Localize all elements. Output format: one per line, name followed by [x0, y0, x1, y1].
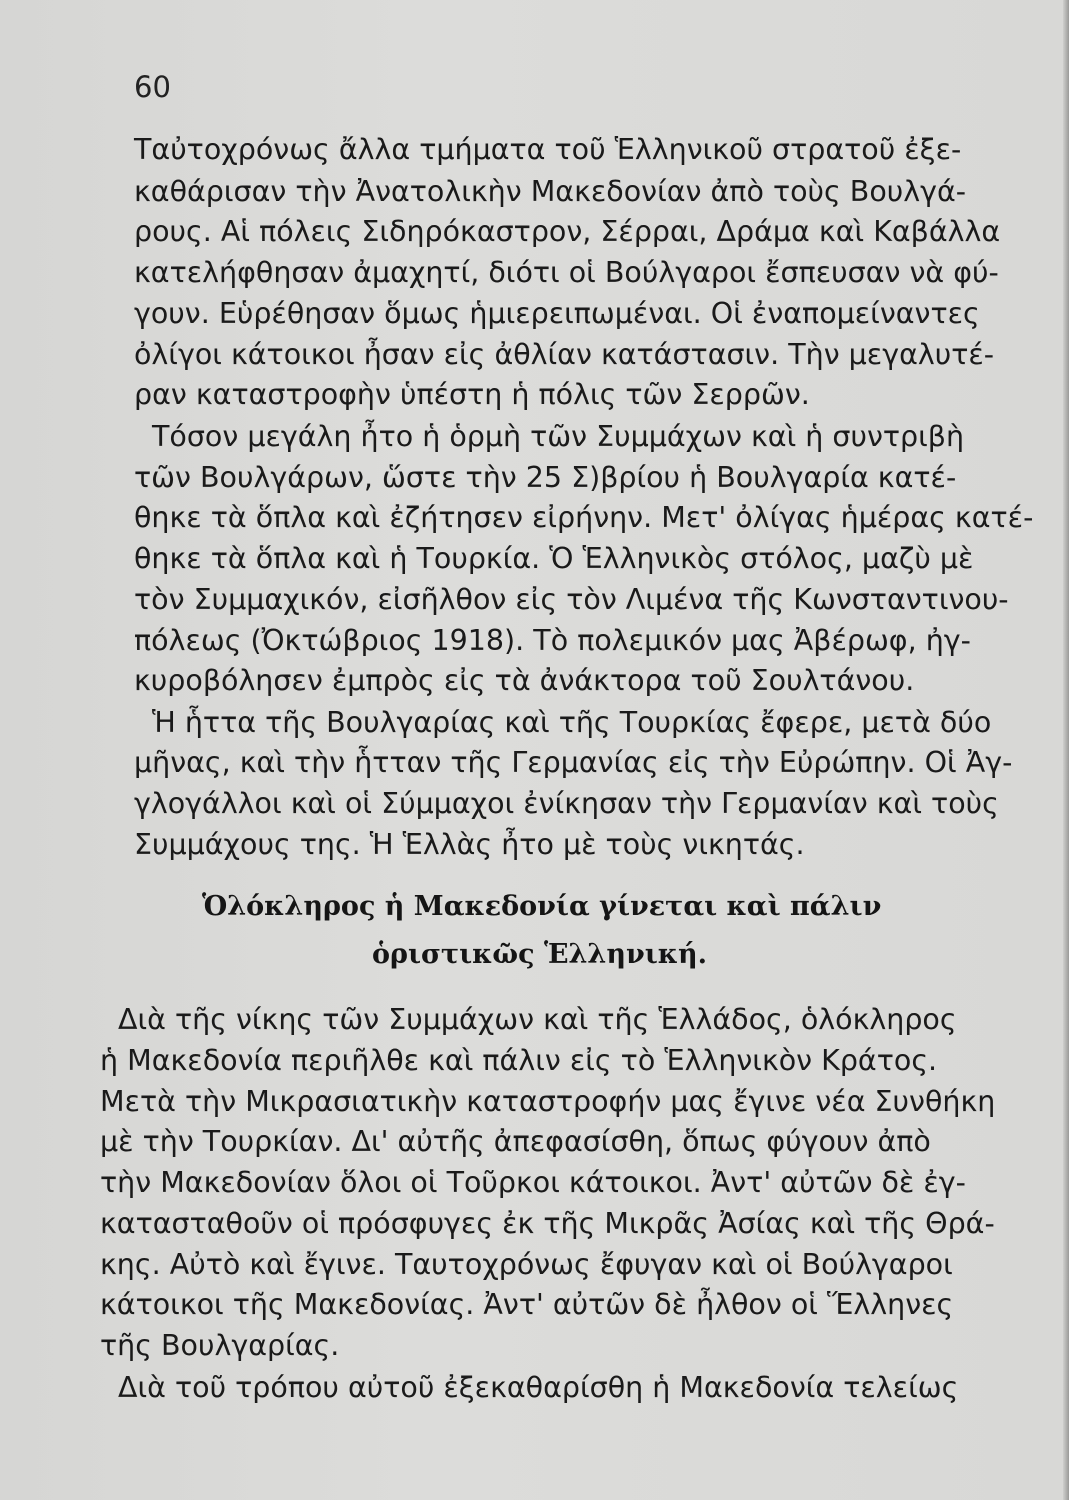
- text-line: Ἡ ἧττα τῆς Βουλγαρίας καὶ τῆς Τουρκίας ἔφερε, μετὰ δύο: [152, 706, 992, 739]
- text-line: τὸν Συμμαχικόν, εἰσῆλθον εἰς τὸν Λιμένα τῆς Κωνσταντινου-: [134, 583, 1009, 616]
- text-line: ρους. Αἱ πόλεις Σιδηρόκαστρον, Σέρραι, Δράμα καὶ Καβάλλα: [134, 215, 1001, 248]
- text-line: τῶν Βουλγάρων, ὥστε τὴν 25 Σ)βρίου ἡ Βουλγαρία κατέ-: [134, 461, 957, 494]
- text-line: ὀλίγοι κάτοικοι ἦσαν εἰς ἀθλίαν κατάστασιν. Τὴν μεγαλυτέ-: [134, 338, 995, 371]
- heading-line: ὁριστικῶς Ἑλληνική.: [372, 939, 708, 970]
- text-line: θηκε τὰ ὅπλα καὶ ἐζήτησεν εἰρήνην. Μετ' ὀλίγας ἡμέρας κατέ-: [134, 501, 1034, 534]
- text-line: Ταὐτοχρόνως ἄλλα τμήματα τοῦ Ἑλληνικοῦ στρατοῦ ἐξε-: [134, 133, 962, 166]
- page-edge-shadow: [1063, 0, 1069, 1500]
- text-line: κάτοικοι τῆς Μακεδονίας. Ἀντ' αὐτῶν δὲ ἦλθον οἱ Ἕλληνες: [100, 1288, 954, 1321]
- text-line: μὲ τὴν Τουρκίαν. Δι' αὐτῆς ἀπεφασίσθη, ὅπως φύγουν ἀπὸ: [100, 1125, 931, 1158]
- text-line: πόλεως (Ὀκτώβριος 1918). Τὸ πολεμικόν μας Ἀβέρωφ, ἠγ-: [134, 624, 971, 657]
- text-line: κατελήφθησαν ἀμαχητί, διότι οἱ Βούλγαροι ἔσπευσαν νὰ φύ-: [134, 256, 999, 289]
- text-line: Διὰ τοῦ τρόπου αὐτοῦ ἐξεκαθαρίσθη ἡ Μακεδονία τελείως: [118, 1371, 959, 1404]
- text-line: κατασταθοῦν οἱ πρόσφυγες ἐκ τῆς Μικρᾶς Ἀσίας καὶ τῆς Θρά-: [100, 1207, 995, 1240]
- text-line: Συμμάχους της. Ἡ Ἑλλὰς ἦτο μὲ τοὺς νικητάς.: [134, 828, 805, 861]
- text-line: ραν καταστροφὴν ὑπέστη ἡ πόλις τῶν Σερρῶν.: [134, 378, 810, 411]
- text-line: τὴν Μακεδονίαν ὅλοι οἱ Τοῦρκοι κάτοικοι. Ἀντ' αὐτῶν δὲ ἐγ-: [100, 1166, 966, 1199]
- text-line: μῆνας, καὶ τὴν ἧτταν τῆς Γερμανίας εἰς τὴν Εὐρώπην. Οἱ Ἀγ-: [134, 746, 1013, 779]
- page-number: 60: [134, 70, 171, 104]
- text-line: καθάρισαν τὴν Ἀνατολικὴν Μακεδονίαν ἀπὸ τοὺς Βουλγά-: [134, 175, 967, 208]
- text-line: Μετὰ τὴν Μικρασιατικὴν καταστροφήν μας ἔγινε νέα Συνθήκη: [100, 1085, 996, 1118]
- text-line: τῆς Βουλγαρίας.: [100, 1329, 340, 1362]
- text-line: ἡ Μακεδονία περιῆλθε καὶ πάλιν εἰς τὸ Ἑλληνικὸν Κράτος.: [100, 1044, 938, 1077]
- heading-line: Ὁλόκληρος ἡ Μακεδονία γίνεται καὶ πάλιν: [202, 891, 882, 922]
- text-line: θηκε τὰ ὅπλα καὶ ἡ Τουρκία. Ὁ Ἑλληνικὸς στόλος, μαζὺ μὲ: [134, 542, 974, 575]
- text-line: κυροβόλησεν ἐμπρὸς εἰς τὰ ἀνάκτορα τοῦ Σουλτάνου.: [134, 664, 915, 697]
- text-line: κης. Αὐτὸ καὶ ἔγινε. Ταυτοχρόνως ἔφυγαν καὶ οἱ Βούλγαροι: [100, 1248, 953, 1281]
- text-line: Τόσον μεγάλη ἦτο ἡ ὁρμὴ τῶν Συμμάχων καὶ ἡ συντριβὴ: [152, 420, 965, 453]
- text-line: γλογάλλοι καὶ οἱ Σύμμαχοι ἐνίκησαν τὴν Γερμανίαν καὶ τοὺς: [134, 787, 999, 820]
- text-line: Διὰ τῆς νίκης τῶν Συμμάχων καὶ τῆς Ἑλλάδος, ὁλόκληρος: [118, 1003, 957, 1036]
- text-line: γουν. Εὑρέθησαν ὅμως ἡμιερειπωμέναι. Οἱ ἐναπομείναντες: [134, 297, 980, 330]
